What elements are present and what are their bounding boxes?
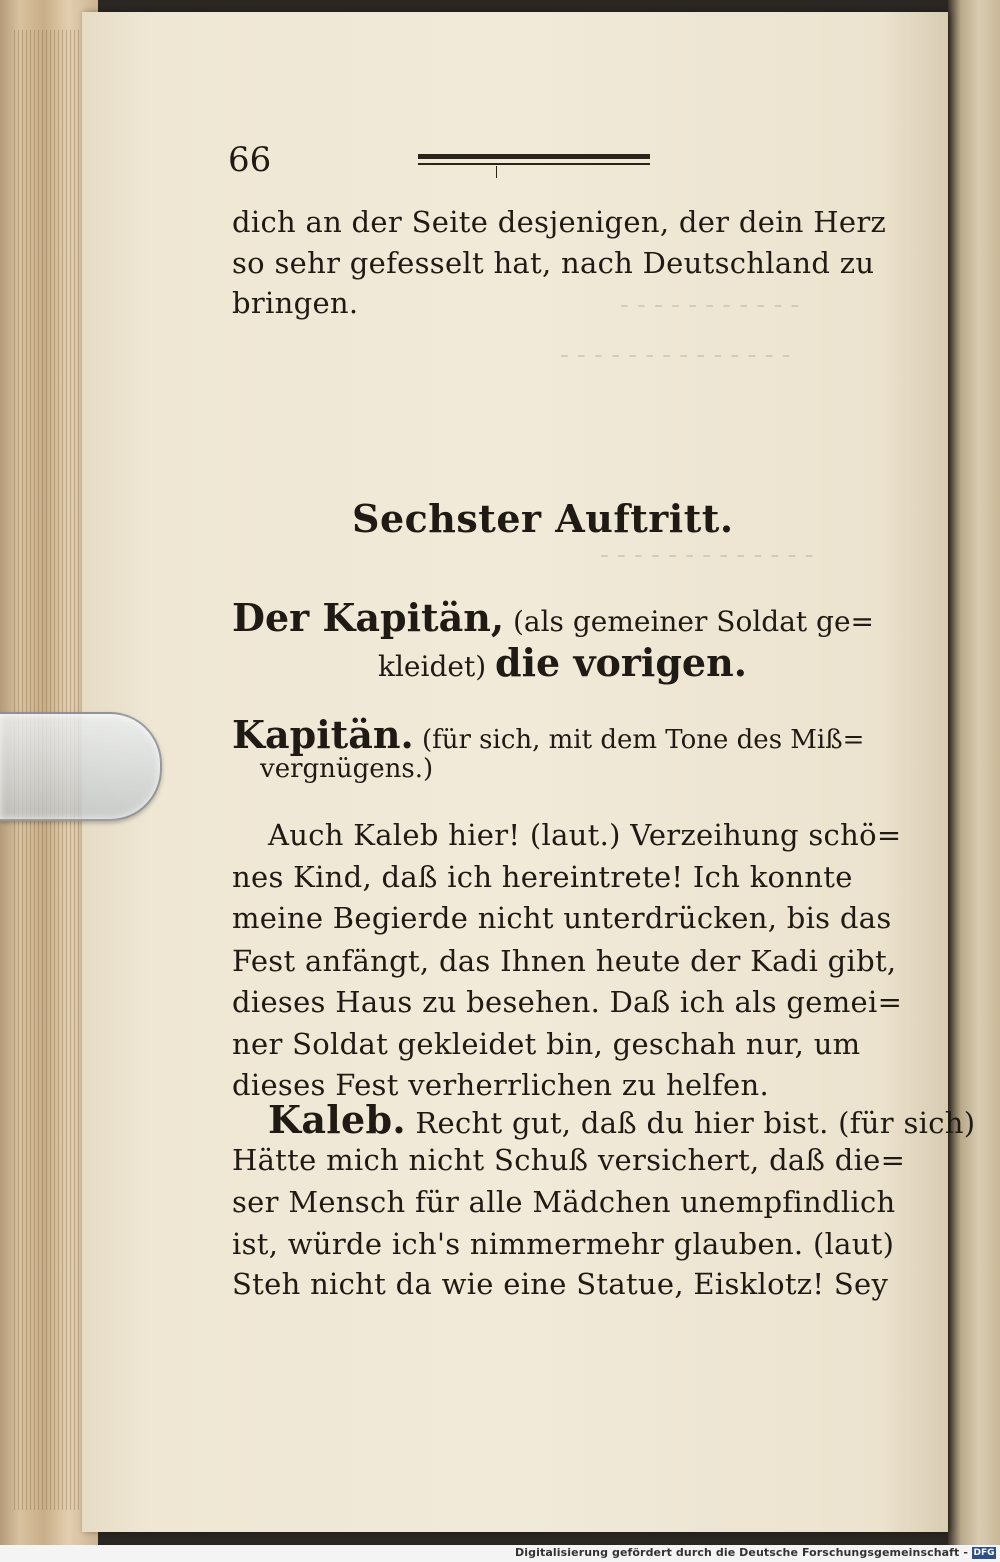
header-rule — [418, 154, 650, 159]
show-through-text: - - - - - - - - - - - - - - — [560, 340, 791, 370]
text-line: Fest anfängt, das Ihnen heute der Kadi gibt, — [232, 944, 897, 978]
text-line: Steh nicht da wie eine Statue, Eisklotz! Sey — [232, 1267, 889, 1301]
cast-note: kleidet) — [378, 650, 487, 683]
text-line: meine Begierde nicht unterdrücken, bis das — [232, 901, 892, 935]
speech-heading — [268, 1097, 975, 1142]
show-through-text: - - - - - - - - - - - — [620, 290, 800, 320]
text-line: ser Mensch für alle Mädchen unempfindlich — [232, 1185, 896, 1219]
text-line: Auch Kaleb hier! (laut.) Verzeihung schö= — [268, 818, 902, 852]
cast-others: die vorigen. — [495, 640, 747, 685]
header-rule-thin — [418, 163, 650, 165]
show-through-text: - - - - - - - - - - - - - — [600, 540, 814, 570]
speech-heading — [232, 712, 864, 757]
text-line: Hätte mich nicht Schuß versichert, daß die= — [232, 1143, 906, 1177]
dfg-logo: DFG — [973, 1548, 995, 1558]
text-line: nes Kind, daß ich hereintrete! Ich konnte — [232, 860, 853, 894]
cast-name: Der Kapitän, — [232, 595, 505, 640]
speaker-name: Kaleb. — [268, 1097, 406, 1142]
book-edge-right — [948, 0, 1000, 1545]
cast-note: (als gemeiner Soldat ge= — [512, 605, 875, 638]
cast-line — [378, 640, 747, 685]
text-line: bringen. — [232, 286, 359, 320]
page-clip — [0, 712, 162, 821]
stage-direction: (für sich, mit dem Tone des Miß= — [421, 725, 865, 755]
text-line: Recht gut, daß du hier bist. (für sich) — [415, 1106, 976, 1140]
text-line: ner Soldat gekleidet bin, geschah nur, um — [232, 1027, 861, 1061]
speaker-name: Kapitän. — [232, 712, 414, 757]
digitization-credit: Digitalisierung gefördert durch die Deutsche Forschungsgemeinschaft - — [515, 1546, 968, 1559]
text-line: dieses Haus zu besehen. Daß ich als gemei= — [232, 985, 903, 1019]
cast-line — [232, 595, 874, 640]
book-page — [82, 12, 948, 1532]
scene-heading: Sechster Auftritt. — [352, 496, 734, 541]
header-rule-tick — [496, 166, 497, 178]
stage-direction: vergnügens.) — [260, 754, 434, 784]
page-number: 66 — [228, 140, 272, 180]
text-line: dich an der Seite desjenigen, der dein Herz — [232, 205, 887, 239]
text-line: ist, würde ich's nimmermehr glauben. (laut) — [232, 1227, 895, 1261]
text-line: so sehr gefesselt hat, nach Deutschland zu — [232, 246, 875, 280]
text-line: dieses Fest verherrlichen zu helfen. — [232, 1068, 769, 1102]
